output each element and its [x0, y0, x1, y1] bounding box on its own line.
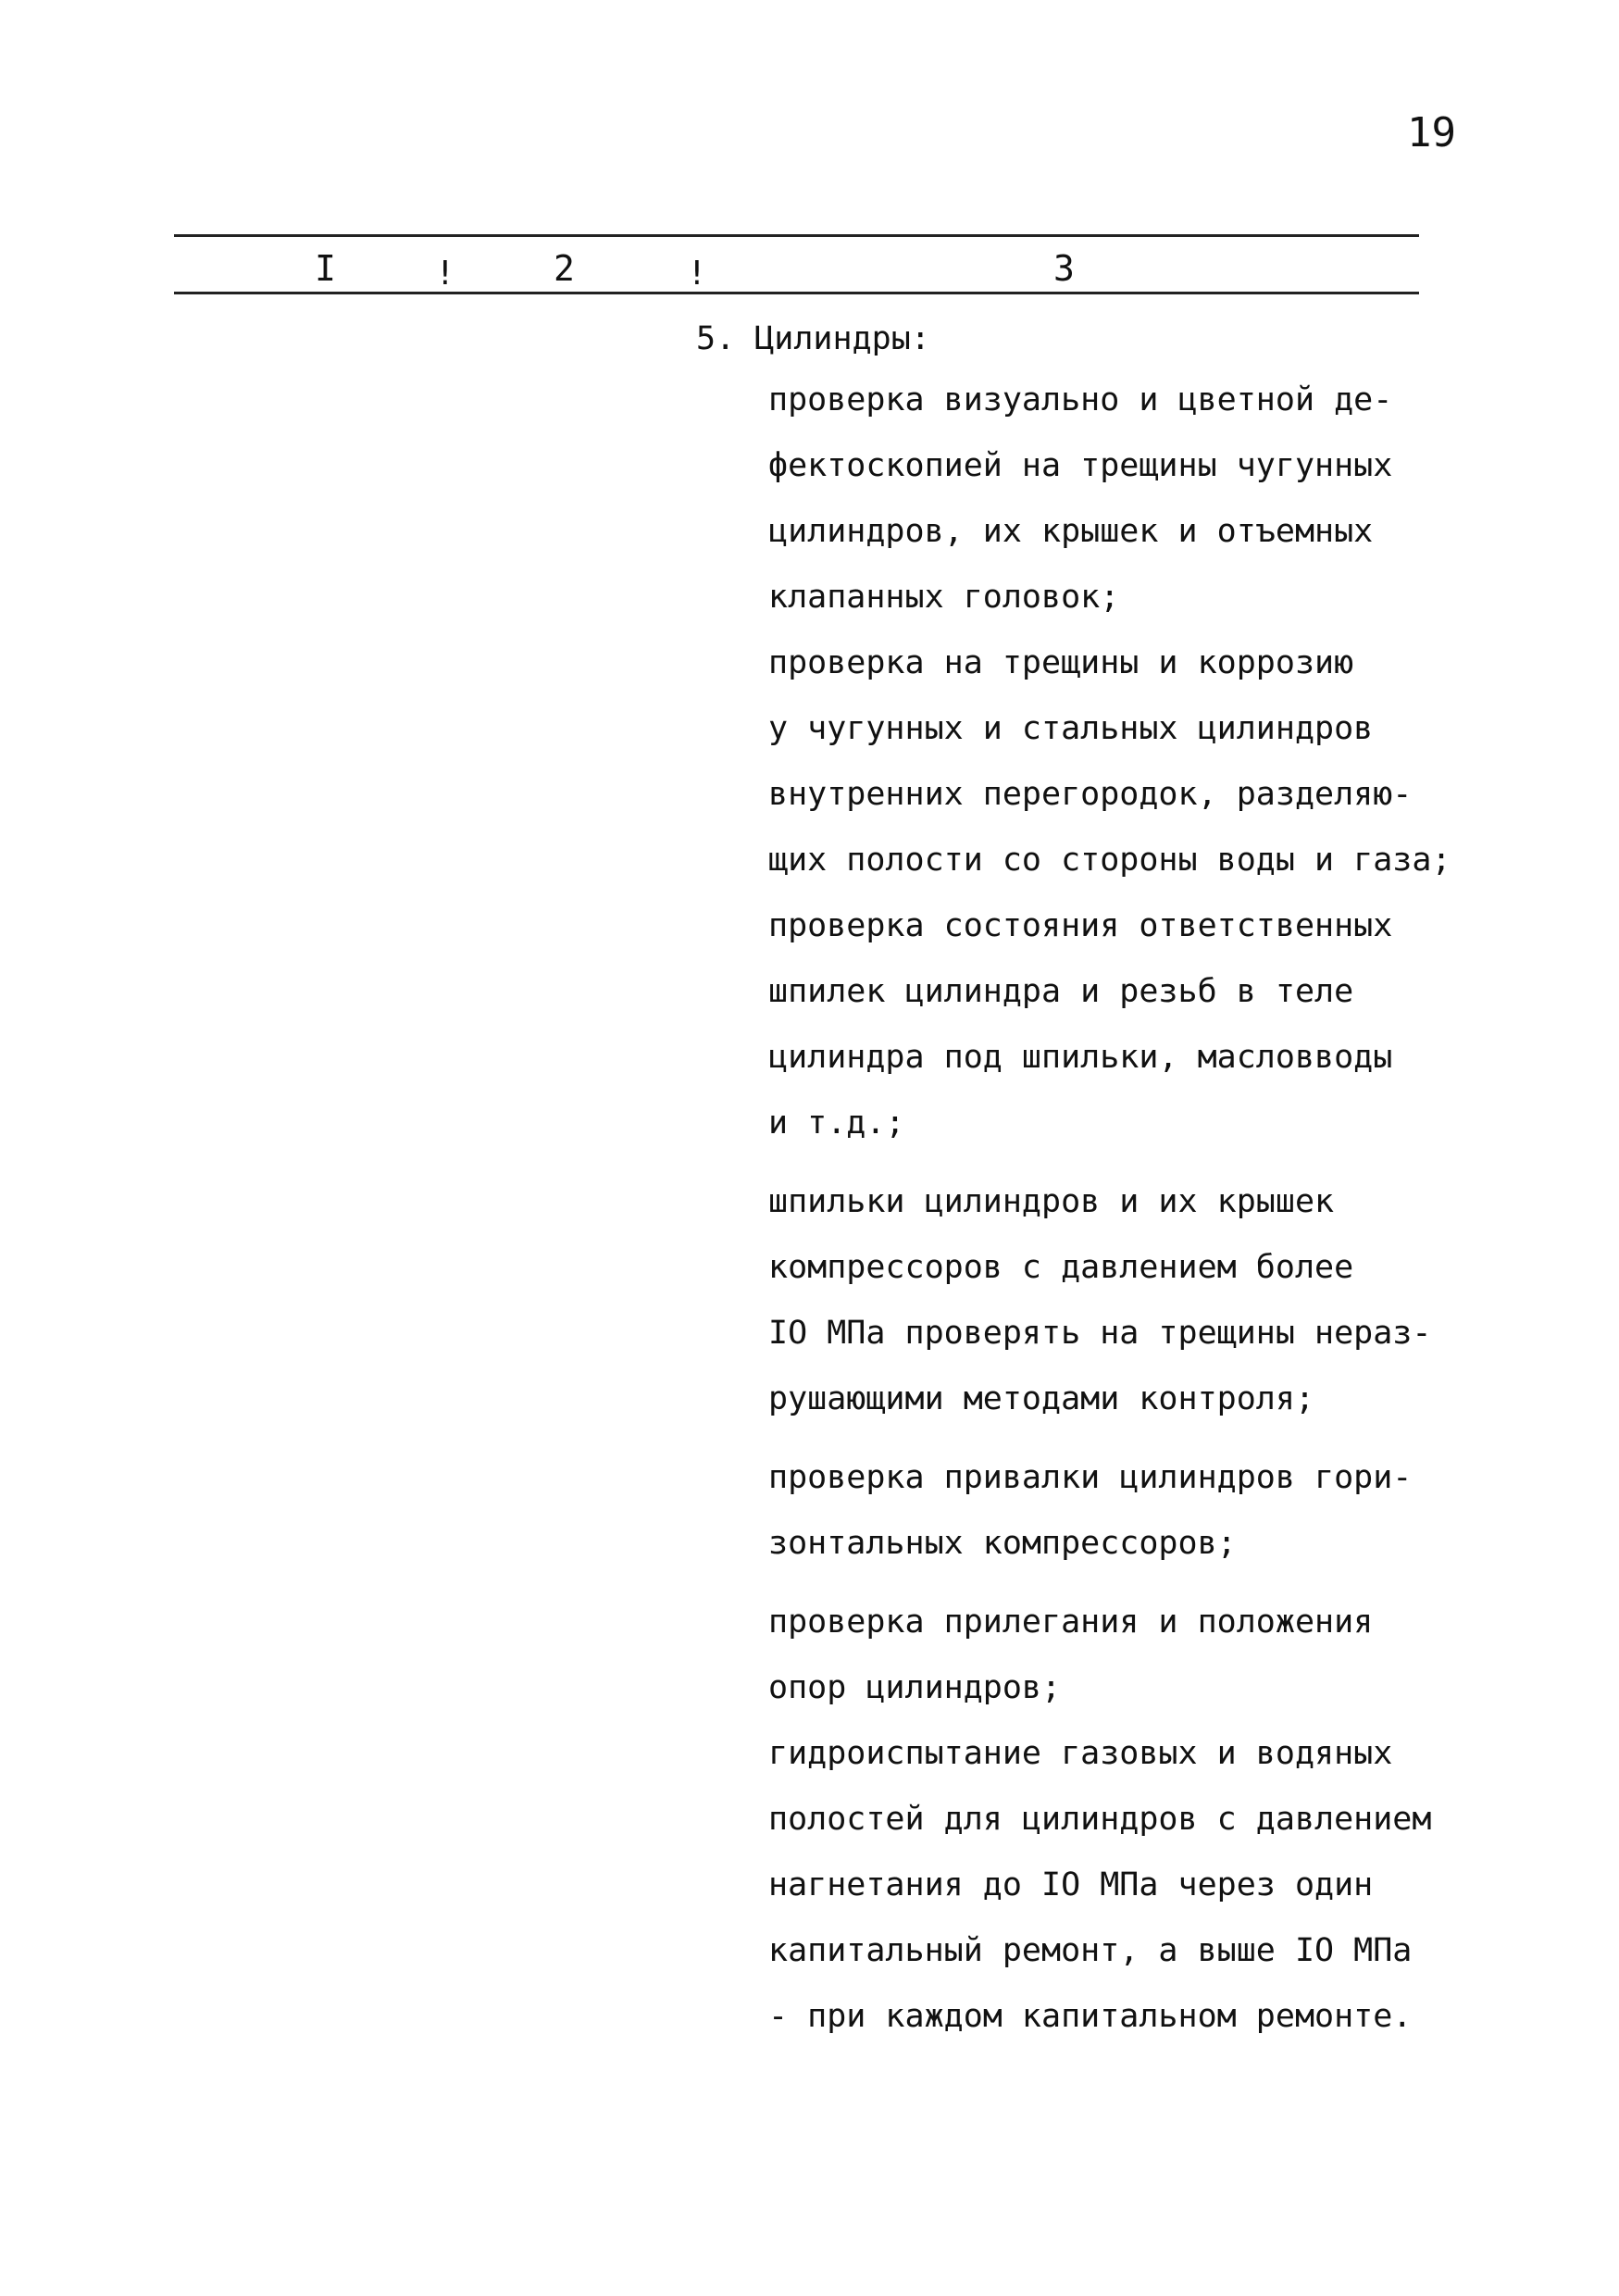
item-line: проверка визуально и цветной де-: [768, 381, 1393, 418]
page-number: 19: [1407, 109, 1456, 156]
item-line: гидроиспытание газовых и водяных: [768, 1735, 1393, 1772]
header-top-rule: [174, 234, 1419, 237]
item-line: зонтальных компрессоров;: [768, 1525, 1237, 1562]
column-separator-1: !: [435, 255, 455, 293]
section-title: 5. Цилиндры:: [696, 320, 930, 357]
section-item: [768, 1445, 1585, 1577]
column-separator-2: !: [687, 255, 707, 293]
section-item: [768, 1721, 1585, 2050]
item-line: фектоскопией на трещины чугунных: [768, 447, 1393, 484]
item-line: компрессоров с давлением более: [768, 1249, 1354, 1286]
item-line: шпильки цилиндров и их крышек: [768, 1183, 1335, 1220]
item-line: внутренних перегородок, разделяю-: [768, 776, 1413, 813]
item-spacer: [696, 1432, 1585, 1445]
section-item: [768, 630, 1585, 893]
item-spacer: [696, 1577, 1585, 1590]
item-line: опор цилиндров;: [768, 1669, 1062, 1706]
item-line: нагнетания до IO МПа через один: [768, 1866, 1374, 1903]
item-line: у чугунных и стальных цилиндров: [768, 710, 1374, 747]
header-bottom-rule: [174, 292, 1419, 294]
item-line: проверка состояния ответственных: [768, 907, 1393, 944]
item-line: щих полости со стороны воды и газа;: [768, 842, 1451, 879]
item-line: шпилек цилиндра и резьб в теле: [768, 973, 1354, 1010]
section-item: [768, 1590, 1585, 1721]
item-spacer: [696, 1156, 1585, 1169]
column-header-2: 2: [554, 248, 575, 289]
item-line: проверка прилегания и положения: [768, 1603, 1374, 1641]
item-line: полостей для цилиндров с давлением: [768, 1801, 1432, 1838]
section-item: [768, 368, 1585, 630]
item-line: цилиндров, их крышек и отъемных: [768, 513, 1374, 550]
item-line: и т.д.;: [768, 1104, 905, 1142]
section-item: [768, 893, 1585, 1156]
column-header-3: 3: [1053, 248, 1075, 289]
column-header-1: I: [315, 248, 336, 289]
item-line: IO МПа проверять на трещины нераз-: [768, 1315, 1432, 1352]
item-line: клапанных головок;: [768, 579, 1120, 616]
item-line: капитальный ремонт, а выше IO МПа: [768, 1932, 1413, 1969]
section-item: [768, 1169, 1585, 1432]
item-line: проверка привалки цилиндров гори-: [768, 1459, 1413, 1496]
item-line: - при каждом капитальном ремонте.: [768, 1998, 1413, 2035]
item-line: цилиндра под шпильки, масловводы: [768, 1039, 1393, 1076]
item-line: проверка на трещины и коррозию: [768, 644, 1354, 681]
item-line: рушающими методами контроля;: [768, 1380, 1315, 1417]
section-items: [696, 368, 1585, 2050]
section-content: [696, 310, 1585, 2050]
